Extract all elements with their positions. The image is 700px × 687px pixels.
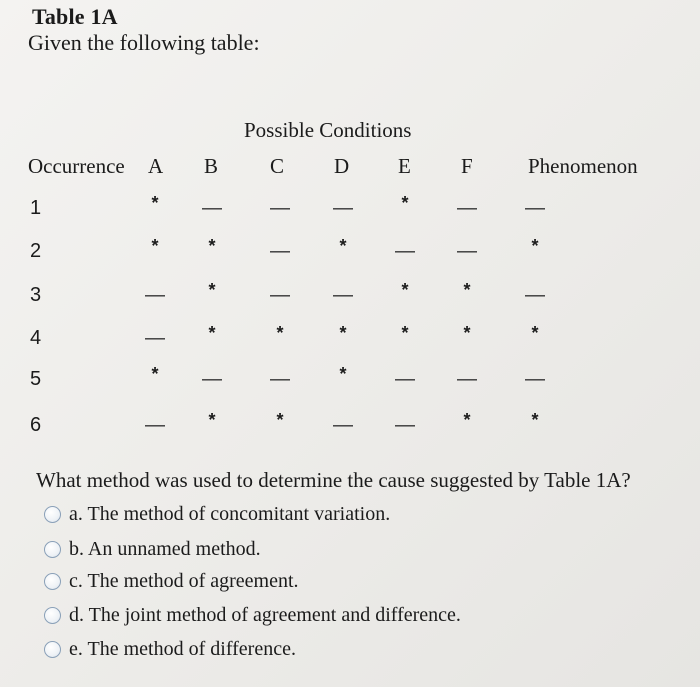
radio-button-icon[interactable] — [44, 641, 61, 658]
answer-option-d[interactable] — [44, 601, 461, 629]
table-cell-b: * — [208, 280, 216, 300]
table-subtitle: Given the following table: — [28, 30, 260, 55]
table-cell-c: — — [270, 368, 290, 390]
answer-option-label: d. The joint method of agreement and difference. — [69, 603, 461, 626]
table-cell-d: — — [333, 197, 353, 219]
condition-header-c: C — [270, 154, 285, 178]
table-cell-phenomenon: — — [525, 368, 545, 390]
occurrence-number: 6 — [30, 414, 42, 436]
answer-option-a[interactable] — [44, 500, 390, 528]
table-cell-f: — — [457, 240, 477, 262]
table-cell-a: — — [145, 284, 165, 306]
table-cell-a: * — [151, 193, 159, 213]
radio-button-icon[interactable] — [44, 607, 61, 624]
table-cell-phenomenon: — — [525, 284, 545, 306]
occurrence-number: 2 — [30, 240, 42, 262]
table-cell-d: — — [333, 414, 353, 436]
table-cell-phenomenon: * — [531, 236, 539, 256]
question-text: What method was used to determine the cause suggested by Table 1A? — [36, 468, 631, 492]
answer-option-e[interactable] — [44, 635, 296, 663]
table-cell-d: * — [339, 364, 347, 384]
table-cell-d: — — [333, 284, 353, 306]
table-cell-e: * — [401, 323, 409, 343]
table-cell-e: * — [401, 280, 409, 300]
table-cell-c: * — [276, 410, 284, 430]
table-cell-e: — — [395, 240, 415, 262]
answer-option-label: a. The method of concomitant variation. — [69, 502, 391, 525]
phenomenon-header: Phenomenon — [528, 154, 638, 178]
table-cell-c: — — [270, 284, 290, 306]
condition-header-d: D — [334, 154, 350, 178]
answer-option-label: b. An unnamed method. — [69, 537, 261, 560]
table-cell-e: — — [395, 414, 415, 436]
answer-option-label: e. The method of difference. — [69, 637, 296, 660]
table-cell-a: * — [151, 364, 159, 384]
table-cell-c: * — [276, 323, 284, 343]
occurrence-number: 4 — [30, 327, 42, 349]
table-cell-f: * — [463, 323, 471, 343]
table-cell-d: * — [339, 323, 347, 343]
occurrence-number: 1 — [30, 197, 42, 219]
table-cell-e: * — [401, 193, 409, 213]
occurrence-number: 3 — [30, 284, 42, 306]
table-cell-f: * — [463, 410, 471, 430]
radio-button-icon[interactable] — [44, 541, 61, 558]
answer-option-c[interactable] — [44, 567, 299, 595]
table-cell-a: — — [145, 327, 165, 349]
condition-header-b: B — [204, 154, 219, 178]
table-cell-d: * — [339, 236, 347, 256]
table-cell-b: — — [202, 197, 222, 219]
condition-header-f: F — [461, 154, 473, 178]
occurrence-header: Occurrence — [28, 154, 125, 178]
table-cell-b: — — [202, 368, 222, 390]
radio-button-icon[interactable] — [44, 506, 61, 523]
table-cell-phenomenon: * — [531, 323, 539, 343]
table-cell-b: * — [208, 323, 216, 343]
table-cell-phenomenon: * — [531, 410, 539, 430]
conditions-header: Possible Conditions — [244, 118, 412, 142]
table-cell-f: — — [457, 368, 477, 390]
condition-header-a: A — [148, 154, 164, 178]
table-cell-c: — — [270, 240, 290, 262]
table-cell-a: * — [151, 236, 159, 256]
table-cell-f: — — [457, 197, 477, 219]
answer-option-b[interactable] — [44, 535, 261, 563]
table-cell-phenomenon: — — [525, 197, 545, 219]
answer-option-label: c. The method of agreement. — [69, 569, 299, 592]
table-cell-f: * — [463, 280, 471, 300]
table-title: Table 1A — [32, 4, 118, 29]
table-cell-b: * — [208, 410, 216, 430]
table-cell-a: — — [145, 414, 165, 436]
occurrence-number: 5 — [30, 368, 42, 390]
table-cell-e: — — [395, 368, 415, 390]
table-cell-c: — — [270, 197, 290, 219]
condition-header-e: E — [398, 154, 411, 178]
table-cell-b: * — [208, 236, 216, 256]
radio-button-icon[interactable] — [44, 573, 61, 590]
